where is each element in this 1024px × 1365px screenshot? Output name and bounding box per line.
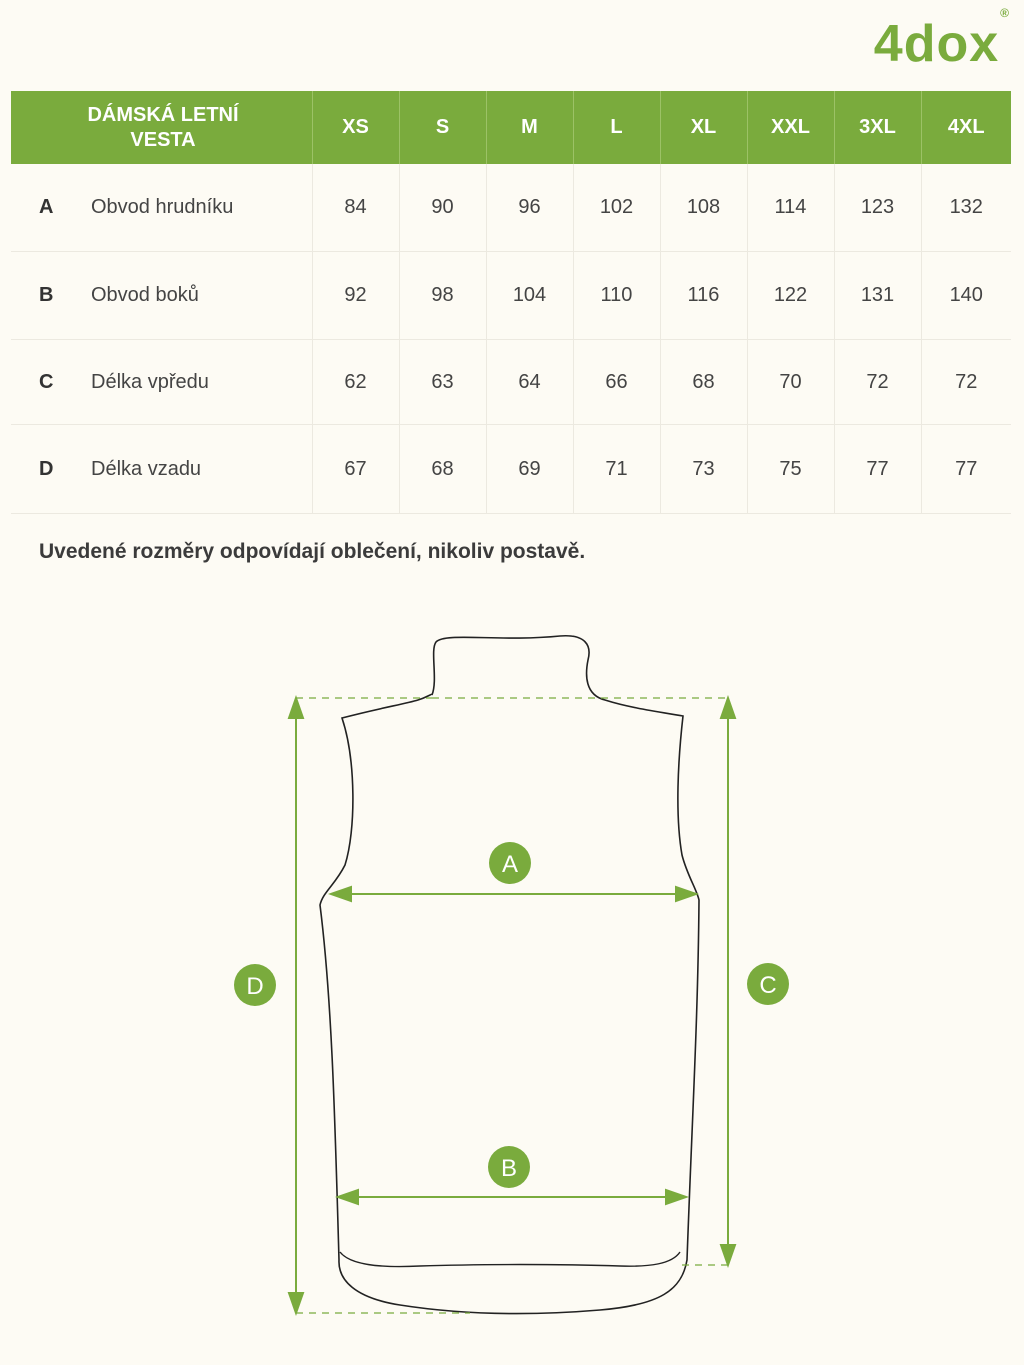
measurement-code: C — [39, 370, 54, 393]
measurement-cell — [11, 340, 312, 425]
size-value-cell: 69 — [486, 425, 573, 514]
measurement-code: B — [39, 284, 54, 306]
size-value-cell: 131 — [834, 252, 921, 340]
measurement-label: Délka vzadu — [91, 457, 202, 480]
badge-a — [489, 842, 531, 884]
table-row — [11, 252, 1011, 340]
size-value-cell: 102 — [573, 164, 660, 252]
size-value-cell: 72 — [921, 340, 1011, 425]
size-value-cell: 108 — [660, 164, 747, 252]
measurement-code: D — [39, 457, 54, 480]
vest-diagram — [0, 600, 1024, 1340]
size-value-cell: 140 — [921, 252, 1011, 340]
size-value-cell: 132 — [921, 164, 1011, 252]
vest-hem-line — [340, 1252, 680, 1267]
arrow-c-head-bottom — [721, 1245, 735, 1265]
size-value-cell: 123 — [834, 164, 921, 252]
measurement-cell — [11, 164, 312, 252]
size-table — [11, 91, 1011, 514]
size-header: S — [399, 91, 486, 164]
table-row — [11, 425, 1011, 514]
size-value-cell: 90 — [399, 164, 486, 252]
size-value-cell: 116 — [660, 252, 747, 340]
size-value-cell: 67 — [312, 425, 399, 514]
size-header: XXL — [747, 91, 834, 164]
size-value-cell: 73 — [660, 425, 747, 514]
size-header: XL — [660, 91, 747, 164]
measurement-label: Obvod hrudníku — [91, 196, 234, 218]
measurement-cell — [11, 425, 312, 514]
measurement-label: Obvod boků — [91, 284, 199, 306]
size-value-cell: 68 — [660, 340, 747, 425]
table-title-text: DÁMSKÁ LETNÍ VESTA — [87, 103, 239, 151]
size-value-cell: 104 — [486, 252, 573, 340]
badge-d — [234, 964, 276, 1006]
size-value-cell: 75 — [747, 425, 834, 514]
size-header: XS — [312, 91, 399, 164]
size-header: 3XL — [834, 91, 921, 164]
arrow-b-head-left — [338, 1190, 358, 1204]
size-value-cell: 70 — [747, 340, 834, 425]
badge-b-label: B — [500, 1155, 518, 1182]
measurement-code: A — [39, 196, 54, 218]
brand-logo — [873, 5, 1010, 74]
size-value-cell: 64 — [486, 340, 573, 425]
size-note: Uvedené rozměry odpovídají oblečení, nikoliv postavě. — [39, 540, 586, 563]
arrow-a-head-right — [676, 887, 696, 901]
vest-outline — [320, 636, 699, 1314]
measure-arrows — [289, 698, 735, 1313]
registered-mark: ® — [1000, 5, 1010, 20]
size-value-cell: 96 — [486, 164, 573, 252]
size-header: 4XL — [921, 91, 1011, 164]
arrow-a-head-left — [331, 887, 351, 901]
size-value-cell: 66 — [573, 340, 660, 425]
size-value-cell: 92 — [312, 252, 399, 340]
size-value-cell: 71 — [573, 425, 660, 514]
table-header-row — [11, 91, 1011, 164]
arrow-b-head-right — [666, 1190, 686, 1204]
measurement-cell — [11, 252, 312, 340]
size-value-cell: 84 — [312, 164, 399, 252]
badge-a-label: A — [501, 851, 519, 878]
arrow-d-head-bottom — [289, 1293, 303, 1313]
logo-text: 4dox — [873, 15, 1000, 73]
badge-c — [747, 963, 789, 1005]
measurement-label: Délka vpředu — [91, 370, 209, 393]
badge-b — [488, 1146, 530, 1188]
guide-lines — [296, 698, 728, 1313]
size-value-cell: 72 — [834, 340, 921, 425]
size-header: L — [573, 91, 660, 164]
size-value-cell: 62 — [312, 340, 399, 425]
size-value-cell: 77 — [834, 425, 921, 514]
size-value-cell: 77 — [921, 425, 1011, 514]
size-value-cell: 110 — [573, 252, 660, 340]
arrow-d-head-top — [289, 698, 303, 718]
size-value-cell: 98 — [399, 252, 486, 340]
table-title — [11, 91, 312, 164]
badge-c-label: C — [759, 972, 777, 999]
size-value-cell: 122 — [747, 252, 834, 340]
table-row — [11, 340, 1011, 425]
size-value-cell: 68 — [399, 425, 486, 514]
size-header: M — [486, 91, 573, 164]
badge-d-label: D — [246, 973, 264, 1000]
arrow-c-head-top — [721, 698, 735, 718]
table-row — [11, 164, 1011, 252]
size-value-cell: 63 — [399, 340, 486, 425]
size-value-cell: 114 — [747, 164, 834, 252]
